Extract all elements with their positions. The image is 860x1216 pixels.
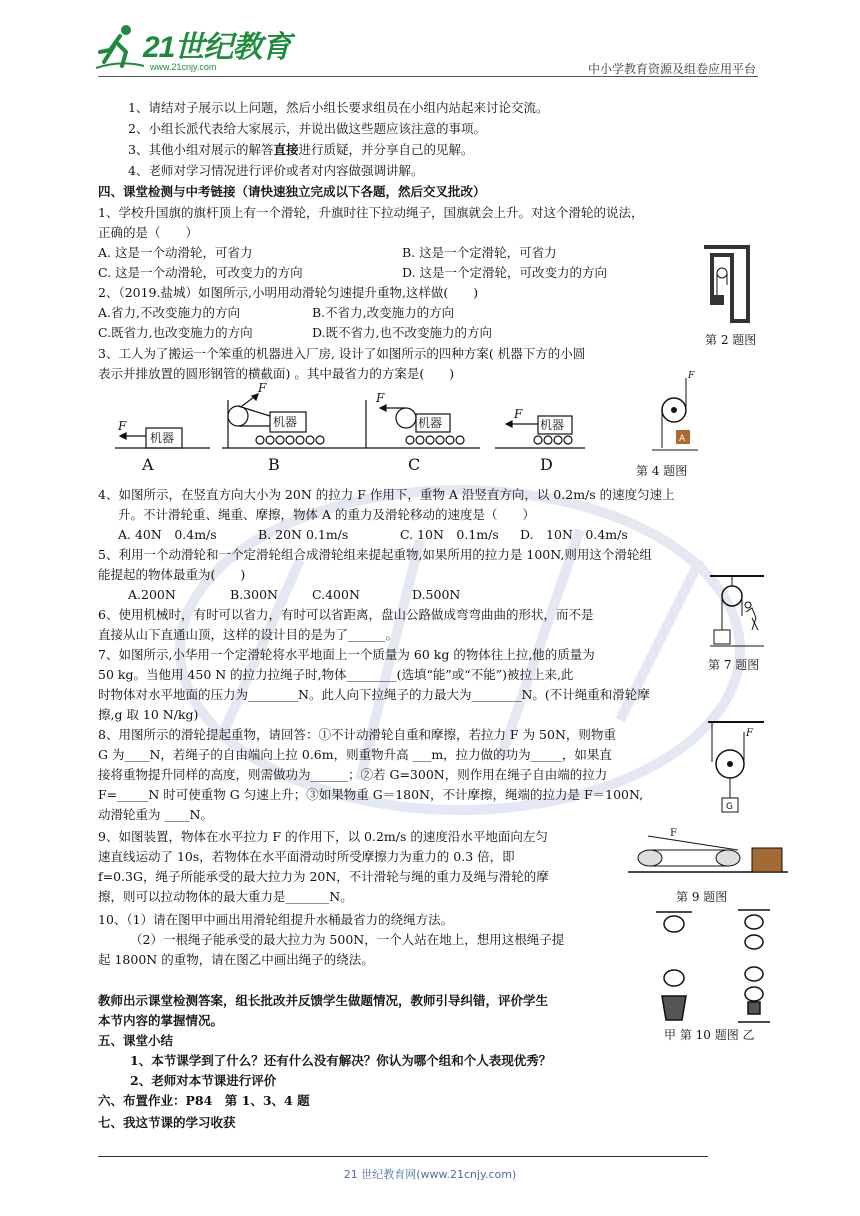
q10-figure-caption: 甲 第 10 题图 乙 xyxy=(664,1028,755,1042)
q7-text: 7、如图所示,小华用一个定滑轮将水平地面上一个质量为 60 kg 的物体往上拉,他的质量为 xyxy=(98,647,595,662)
q3-text: 3、工人为了搬运一个笨重的机器进入厂房, 设计了如图所示的四种方案( 机器下方的小圆 xyxy=(98,346,586,361)
q9-figure xyxy=(628,826,788,882)
q2-figure-caption: 第 2 题图 xyxy=(705,333,757,347)
q5-option-c: C.400N xyxy=(312,587,360,602)
q4-force-label: F xyxy=(688,371,695,381)
logo-text: 21世纪教育 xyxy=(143,31,291,64)
q3-b-machine-label: 机器 xyxy=(273,415,298,429)
teacher-instruction-cont: 本节内容的掌握情况。 xyxy=(98,1013,224,1028)
discussion-step-1: 1、请结对子展示以上问题，然后小组长要求组员在小组内站起来讨论交流。 xyxy=(128,100,549,115)
q9-text-d: 擦，则可以拉动物体的最大重力是_______N。 xyxy=(98,889,353,904)
q3-text-cont: 表示并排放置的圆形钢管的横截面) 。其中最省力的方案是( ) xyxy=(98,366,455,381)
runner-logo-icon xyxy=(96,22,146,74)
discussion-step-4: 4、老师对学习情况进行评价或者对内容做强调讲解。 xyxy=(128,163,424,178)
q5-option-a: A.200N xyxy=(128,587,176,602)
q1-option-c: C. 这是一个动滑轮，可改变力的方向 xyxy=(98,265,303,280)
q2-option-a: A.省力,不改变施力的方向 xyxy=(98,305,240,320)
q4-text-cont: 升。不计滑轮重、绳重、摩擦，物体 A 的重力及滑轮移动的速度是（ ） xyxy=(118,507,535,522)
q4-figure xyxy=(652,368,702,458)
q5-text-cont: 能提起的物体最重为( ) xyxy=(98,567,246,582)
q3-c-machine-label: 机器 xyxy=(418,416,443,430)
q4-figure-caption: 第 4 题图 xyxy=(636,464,688,478)
q10-text-c: 起 1800N 的重物，请在图乙中画出绳子的绕法。 xyxy=(98,952,374,967)
q8-text-d: F=_____N 时可使重物 G 匀速上升；③如果物重 G＝180N，不计摩擦，绳端的拉力是 F＝100N, xyxy=(98,787,644,802)
q5-text: 5、利用一个动滑轮和一个定滑轮组合成滑轮组来提起重物,如果所用的拉力是 100N,则用这个滑轮组 xyxy=(98,547,652,562)
q3-a-machine-label: 机器 xyxy=(150,431,175,445)
summary-item-1: 1、本节课学到了什么？还有什么没有解决？你认为哪个组和个人表现优秀？ xyxy=(130,1053,552,1068)
q2-text: 2、（2019.盐城）如图所示,小明用动滑轮匀速提升重物,这样做( ) xyxy=(98,285,479,300)
discussion-step-2: 2、小组长派代表给大家展示，并说出做这些题应该注意的事项。 xyxy=(128,121,486,136)
q8-text: 8、用图所示的滑轮提起重物，请回答：①不计动滑轮自重和摩擦，若拉力 F 为 50N，则物重 xyxy=(98,727,616,742)
q4-option-d: D. 10N 0.4m/s xyxy=(520,527,628,542)
q6-text-cont: 直接从山下直通山顶，这样的设计目的是为了______。 xyxy=(98,627,399,642)
q7-text-c: 时物体对水平地面的压力为________N。此人向下拉绳子的力最大为________N。(不计绳重和滑轮摩 xyxy=(98,687,650,702)
discussion-step-3: 3、其他小组对展示的解答直接进行质疑，并分享自己的见解。 xyxy=(128,142,474,157)
section-7-heading: 七、我这节课的学习收获 xyxy=(98,1115,236,1130)
platform-name: 中小学教育资源及组卷应用平台 xyxy=(587,62,756,76)
q3-b-force-label: F xyxy=(258,381,267,395)
q10-text-b: （2）一根绳子能承受的最大拉力为 500N，一个人站在地上，想用这根绳子提 xyxy=(130,932,565,947)
q1-option-a: A. 这是一个动滑轮，可省力 xyxy=(98,245,253,260)
q10-text: 10、（1）请在图甲中画出用滑轮组提升水桶最省力的绕绳方法。 xyxy=(98,912,454,927)
q3-d-machine-label: 机器 xyxy=(540,418,565,432)
q3-label-c: C xyxy=(408,455,421,474)
q4-text: 4、如图所示，在竖直方向大小为 20N 的拉力 F 作用下，重物 A 沿竖直方向，以 0.2m/s 的速度匀速上 xyxy=(98,487,675,502)
q8-figure xyxy=(708,718,768,818)
q3-label-b: B xyxy=(268,455,280,474)
q6-text: 6、使用机械时，有时可以省力，有时可以省距离，盘山公路做成弯弯曲曲的形状，而不是 xyxy=(98,607,594,622)
section-4-heading: 四、课堂检测与中考链接（请快速独立完成以下各题，然后交叉批改） xyxy=(98,184,486,199)
q7-figure xyxy=(710,572,766,652)
q1-option-d: D. 这是一个定滑轮，可改变力的方向 xyxy=(402,265,608,280)
summary-item-2: 2、老师对本节课进行评价 xyxy=(130,1073,277,1088)
q1-text-cont: 正确的是（ ） xyxy=(98,225,199,240)
q10-figure xyxy=(652,902,782,1042)
q3-d-force-label: F xyxy=(514,407,523,421)
q2-option-d: D.既不省力,也不改变施力的方向 xyxy=(312,325,493,340)
section-5-heading: 五、课堂小结 xyxy=(98,1033,174,1048)
q5-option-d: D.500N xyxy=(412,587,461,602)
q2-option-b: B.不省力,改变施力的方向 xyxy=(312,305,455,320)
q1-option-b: B. 这是一个定滑轮，可省力 xyxy=(402,245,557,260)
logo-url: www.21cnjy.com xyxy=(150,62,217,72)
q5-option-b: B.300N xyxy=(230,587,278,602)
teacher-instruction: 教师出示课堂检测答案，组长批改并反馈学生做题情况，教师引导纠错，评价学生 xyxy=(98,993,549,1008)
q9-text: 9、如图装置，物体在水平拉力 F 的作用下，以 0.2m/s 的速度沿水平地面向左匀 xyxy=(98,829,548,844)
q8-force-label: F xyxy=(746,728,753,739)
q8-text-e: 动滑轮重为 ____N。 xyxy=(98,807,213,822)
q8-text-b: G 为____N，若绳子的自由端向上拉 0.6m，则重物升高 ___m，拉力做的功为_____，如果直 xyxy=(98,747,612,762)
q9-text-b: 速直线运动了 10s，若物体在水平面滑动时所受摩擦力为重力的 0.3 倍，即 xyxy=(98,849,515,864)
q8-weight-label: G xyxy=(726,802,733,812)
q4-option-c: C. 10N 0.1m/s xyxy=(400,527,499,542)
footer-divider xyxy=(98,1156,708,1157)
footer-link[interactable]: 21 世纪教育网(www.21cnjy.com) xyxy=(343,1168,517,1181)
q1-text: 1、学校升国旗的旗杆顶上有一个滑轮，升旗时往下拉动绳子，国旗就会上升。对这个滑轮的说法， xyxy=(98,205,644,220)
q7-text-b: 50 kg。当他用 450 N 的拉力拉绳子时,物体________(选填“能”或“不能”)被拉上来,此 xyxy=(98,667,574,682)
q3-label-d: D xyxy=(540,455,553,474)
q3-label-a: A xyxy=(142,455,154,474)
q4-option-a: A. 40N 0.4m/s xyxy=(118,527,217,542)
q3-c-force-label: F xyxy=(376,391,385,405)
q7-text-d: 擦,g 取 10 N/kg) xyxy=(98,707,199,722)
q3-figures xyxy=(110,381,650,474)
q2-option-c: C.既省力,也改变施力的方向 xyxy=(98,325,253,340)
q9-figure-caption: 第 9 题图 xyxy=(676,890,728,904)
q9-force-label: F xyxy=(670,828,677,839)
q7-figure-caption: 第 7 题图 xyxy=(708,658,760,672)
header-divider xyxy=(98,76,758,77)
section-6-heading: 六、布置作业：P84 第 1、3、4 题 xyxy=(98,1093,310,1108)
q8-text-c: 接将重物提升同样的高度，则需做功为______；②若 G=300N，则作用在绳子自由端的拉力 xyxy=(98,767,608,782)
q2-figure xyxy=(702,245,752,325)
q3-a-force-label: F xyxy=(118,419,127,433)
q4-option-b: B. 20N 0.1m/s xyxy=(258,527,349,542)
q4-block-label: A xyxy=(679,434,686,444)
q9-text-c: f=0.3G，绳子所能承受的最大拉力为 20N，不计滑轮与绳的重力及绳与滑轮的摩 xyxy=(98,869,549,884)
